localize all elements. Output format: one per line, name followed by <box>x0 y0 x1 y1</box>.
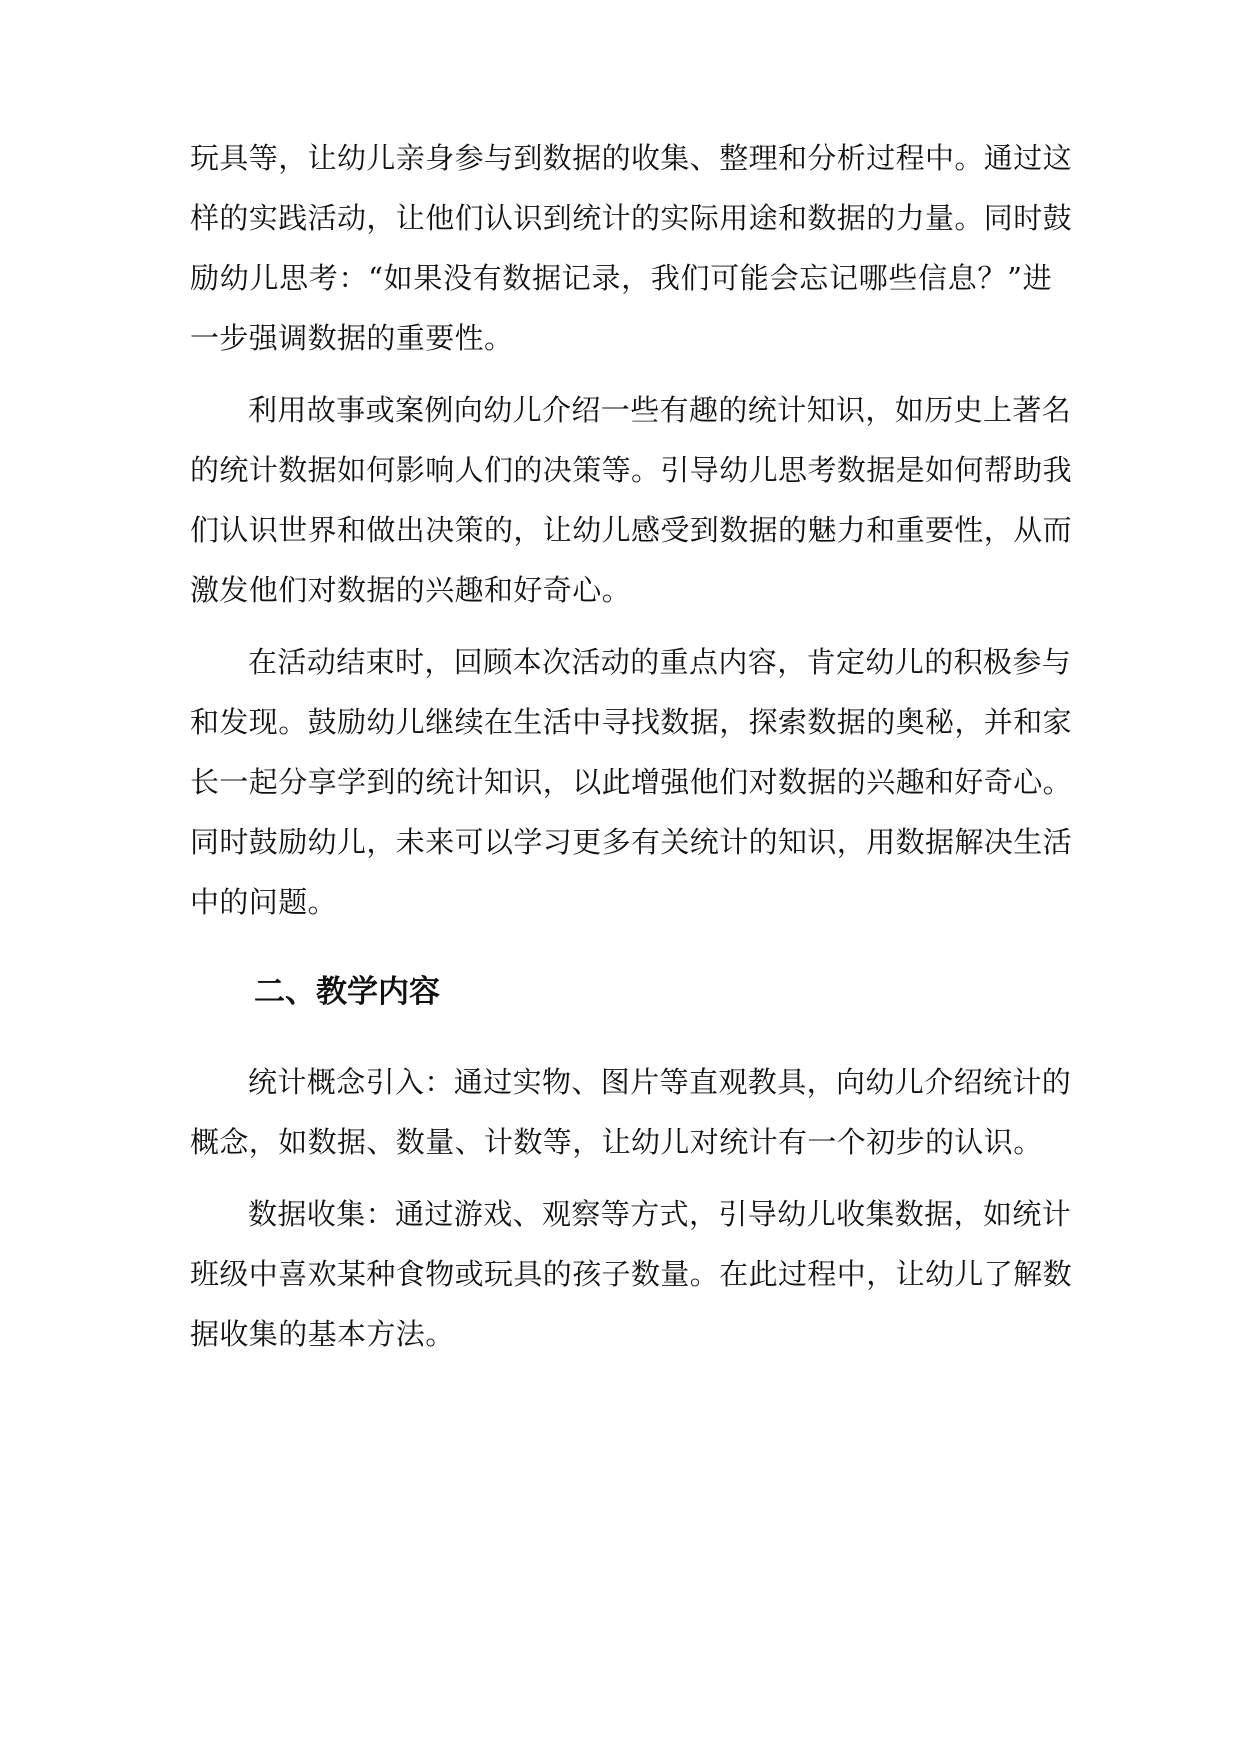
paragraph-line: 统计概念引入：通过实物、图片等直观教具，向幼儿介绍统计的 <box>248 1065 1072 1099</box>
section-heading: 二、教学内容 <box>254 974 440 1010</box>
paragraph-line: 利用故事或案例向幼儿介绍一些有趣的统计知识，如历史上著名 <box>248 393 1072 427</box>
paragraph-line: 的统计数据如何影响人们的决策等。引导幼儿思考数据是如何帮助我 <box>190 453 1073 487</box>
paragraph-line: 样的实践活动，让他们认识到统计的实际用途和数据的力量。同时鼓 <box>190 201 1073 235</box>
paragraph-line: 励幼儿思考：“如果没有数据记录，我们可能会忘记哪些信息？”进 <box>190 261 1052 295</box>
paragraph-line: 玩具等，让幼儿亲身参与到数据的收集、整理和分析过程中。通过这 <box>190 141 1073 175</box>
paragraph-line: 们认识世界和做出决策的，让幼儿感受到数据的魅力和重要性，从而 <box>190 513 1073 547</box>
paragraph-line: 数据收集：通过游戏、观察等方式，引导幼儿收集数据，如统计 <box>248 1197 1072 1231</box>
paragraph-line: 激发他们对数据的兴趣和好奇心。 <box>190 573 632 607</box>
paragraph-line: 班级中喜欢某种食物或玩具的孩子数量。在此过程中，让幼儿了解数 <box>190 1257 1073 1291</box>
paragraph-line: 概念，如数据、数量、计数等，让幼儿对统计有一个初步的认识。 <box>190 1125 1043 1159</box>
paragraph-line: 中的问题。 <box>190 885 338 919</box>
paragraph-line: 和发现。鼓励幼儿继续在生活中寻找数据，探索数据的奥秘，并和家 <box>190 705 1073 739</box>
paragraph-line: 长一起分享学到的统计知识，以此增强他们对数据的兴趣和好奇心。 <box>190 765 1073 799</box>
paragraph-line: 在活动结束时，回顾本次活动的重点内容，肯定幼儿的积极参与 <box>248 645 1072 679</box>
paragraph-line: 同时鼓励幼儿，未来可以学习更多有关统计的知识，用数据解决生活 <box>190 825 1073 859</box>
paragraph-line: 据收集的基本方法。 <box>190 1317 455 1351</box>
paragraph-line: 一步强调数据的重要性。 <box>190 321 514 355</box>
